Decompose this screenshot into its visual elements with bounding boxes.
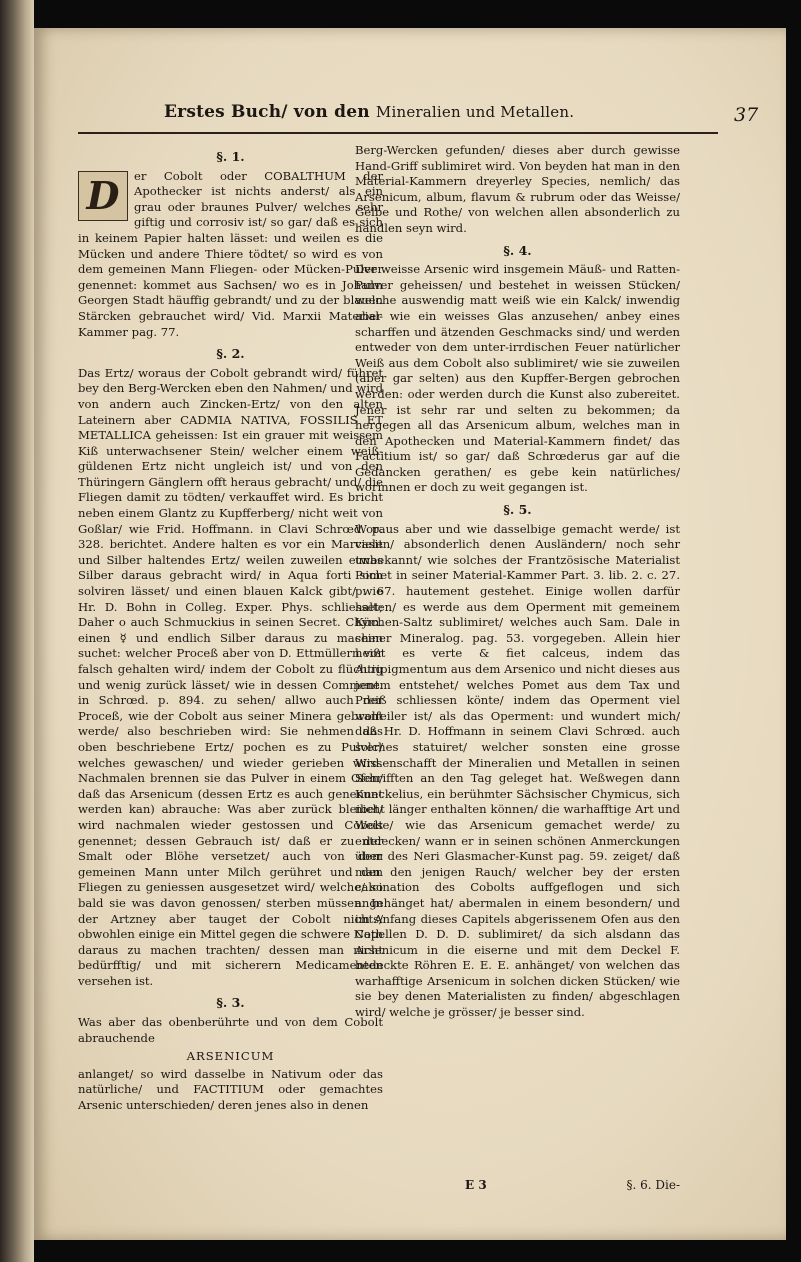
header-title-rest: Mineralien und Metallen. — [375, 103, 575, 121]
book-page — [34, 28, 786, 1240]
left-column — [78, 143, 383, 1117]
section-heading: §. 5. — [503, 502, 532, 518]
book-gutter — [0, 0, 34, 1262]
paragraph: Das Ertz/ woraus der Cobolt gebrandt wird/ führet bey den Berg-Wercken eben den Nahmen/ und wird von andern auch Zincken-Ertz/ von den alten Lateinern aber CADMIA NATIVA, FOSSILIS ET METALLICA geheissen: Ist ein grauer mit weissem Kiß unterwachsener Stein/ welcher einem weiß-güldenen Ertz nicht ungleich ist/ und von den Thüringern Gänglern offt heraus gebracht/ und/ die Fliegen damit zu tödten/ verkauffet wird. Es bricht neben einem Glantz zu Kupfferberg/ nicht weit von Goßlar/ wie Frid. Hoffmann. in Clavi Schrœd. p. 328. berichtet. Andere halten es vor ein Marcasit und Silber haltendes Ertz/ weilen zuweilen etwas Silber daraus gebracht wird/ in Aqua forti sich solviren lässet/ und einen blauen Kalck gibt/ wie Hr. D. Bohn in Colleg. Exper. Phys. schliesset; Daher o auch Schmuckius in seinen Secret. Chym. einen ☿ und endlich Silber daraus zu machen suchet: welcher Proceß aber von D. Ettmüllern vor falsch gehalten wird/ indem der Cobolt zu flüchtig und wenig zurück lässet/ wie in dessen Comment. in Schrœd. p. 894. zu sehen/ allwo auch der Proceß, wie der Cobolt aus seiner Minera gebrant werde/ also beschrieben wird: Sie nehmen das oben beschriebene Ertz/ pochen es zu Pulver/ welches gewaschen/ und wieder gerieben wird. Nachmalen brennen sie das Pulver in einem Ofen/ daß das Arsenicum (dessen Ertz es auch genennet werden kan) abrauche: Was aber zurück bleibet/ wird nachmalen wieder gestossen und Cobolt genennet; dessen Gebrauch ist/ daß er zu der Smalt oder Blöhe versetzet/ auch von dem gemeinen Mann unter Milch gerühret und den Fliegen zu geniessen ausgesetzet wird/ welche/ so bald sie was davon genossen/ sterben müssen. In der Artzney aber tauget der Cobolt nichts/ obwohlen einige ein Mittel gegen die schwere Noth daraus zu machen trachten/ dessen man nicht bedürfftig/ und mit sicherern Medicamenten versehen ist. — [78, 365, 383, 988]
page-number: 37 — [734, 104, 759, 126]
paragraph: er Cobolt oder COBALTHUM der Apothecker ist nichts anderst/ als ein grau oder braunes Pulver/ welches sehr giftig und corrosiv ist/ so gar/ daß es sich in keinem Papier halten lässet: und weilen es die Mücken und andere Thiere tödtet/ so wird es von dem gemeinen Mann Fliegen- oder Mücken-Pulver genennet: kommet aus Sachsen/ wo es in Johann Georgen Stadt häuffig gebrandt/ und zu der blauen Stärcken gebrauchet wird/ Vid. Marxii Material-Kammer pag. 77. — [78, 168, 383, 339]
centered-term: ARSENICUM — [186, 1049, 275, 1064]
paragraph: Was aber das obenberührte und von dem Cobolt abrauchende — [78, 1015, 383, 1045]
section-heading: §. 1. — [216, 149, 245, 164]
signature-mark: E 3 — [465, 1178, 487, 1192]
section-heading: §. 2. — [216, 346, 245, 362]
paragraph: Woraus aber und wie dasselbige gemacht werde/ ist vielen/ absonderlich denen Ausländern/ noch sehr unbekannt/ wie solches der Frantzösische Materialist Pomet in seiner Material-Kammer Part. 3. lib. 2. c. 27. p. 67. hautement gestehet. Einige wollen darfür halten/ es werde aus dem Operment mit gemeinem Küchen-Saltz sublimiret/ welches auch Sam. Dale in seiner Mineralog. pag. 53. vorgegeben. Allein hier heißt es verte & fiet calceus, indem das Auripigmentum aus dem Arsenico und nicht dieses aus jenem entstehet/ welches Pomet aus dem Tax und Preiß schliessen könte/ indem das Operment viel wolfeiler ist/ als das Operment: und wundert mich/ daß Hr. D. Hoffmann in seinem Clavi Schrœd. auch solches statuiret/ welcher sonsten eine grosse Wissenschafft der Mineralien und Metallen in seinen Schrifften an den Tag geleget hat. Weßwegen dann Kunckelius, ein berühmter Sächsischer Chymicus, sich nicht länger enthalten können/ die warhafftige Art und Weise/ wie das Arsenicum gemachet werde/ zu entdecken/ wann er in seinen schönen Anmerckungen über des Neri Glasmacher-Kunst pag. 59. zeiget/ daß man den jenigen Rauch/ welcher bey der ersten calcination des Cobolts auffgeflogen und sich angehänget hat/ abermalen in einem besondern/ und im Anfang dieses Capitels abgerissenem Ofen aus den Capellen D. D. D. sublimiret/ da sich alsdann das Arsenicum in die eiserne und mit dem Deckel F. bedeckte Röhren E. E. E. anhänget/ von welchen das warhafftige Arsenicum in solchen dicken Stücken/ wie sie bey denen Materialisten zu finden/ abgeschlagen wird/ welche je grösser/ je besser sind. — [355, 521, 680, 1020]
right-column — [355, 143, 680, 1024]
paragraph: Der weisse Arsenic wird insgemein Mäuß- und Ratten-Pulver geheissen/ und bestehet in weissen Stücken/ welche auswendig matt weiß wie ein Kalck/ inwendig aber wie ein weisses Glas anzusehen/ anbey eines scharffen und ätzenden Geschmacks sind/ und werden entweder von dem unter-irrdischen Feuer natürlicher Weiß aus dem Cobolt also sublimiret/ wie sie zuweilen (aber gar selten) aus den Kupffer-Bergen gebrochen werden: oder werden durch die Kunst also zubereitet. Jener ist sehr rar und selten zu bekommen; da hergegen all das Arsenicum album, welches man in den Apothecken und Material-Kammern findet/ das Factitium ist/ so gar/ daß Schrœderus gar auf die Gedancken gerathen/ es gebe kein natürliches/ worinnen er doch zu weit gegangen ist. — [355, 262, 680, 495]
section-heading: §. 4. — [503, 242, 532, 258]
drop-cap: D — [78, 171, 128, 221]
section-heading: §. 3. — [216, 995, 245, 1011]
catchword: §. 6. Die- — [626, 1178, 680, 1192]
header-title-bold: Erstes Buch/ von den — [164, 102, 370, 122]
paragraph: anlanget/ so wird dasselbe in Nativum oder das natürliche/ und FACTITIUM oder gemachtes Arsenic unterschieden/ deren jenes also in denen — [78, 1066, 383, 1113]
header-rule — [78, 132, 718, 134]
paragraph: Berg-Wercken gefunden/ dieses aber durch gewisse Hand-Griff sublimiret wird. Von beyden hat man in den Material-Kammern dreyerley Species, nemlich/ das Arsenicum, album, flavum & rubrum oder das Weisse/ Gelbe und Rothe/ von welchen allen absonderlich zu handlen seyn wird. — [355, 143, 680, 235]
running-header — [164, 102, 634, 130]
